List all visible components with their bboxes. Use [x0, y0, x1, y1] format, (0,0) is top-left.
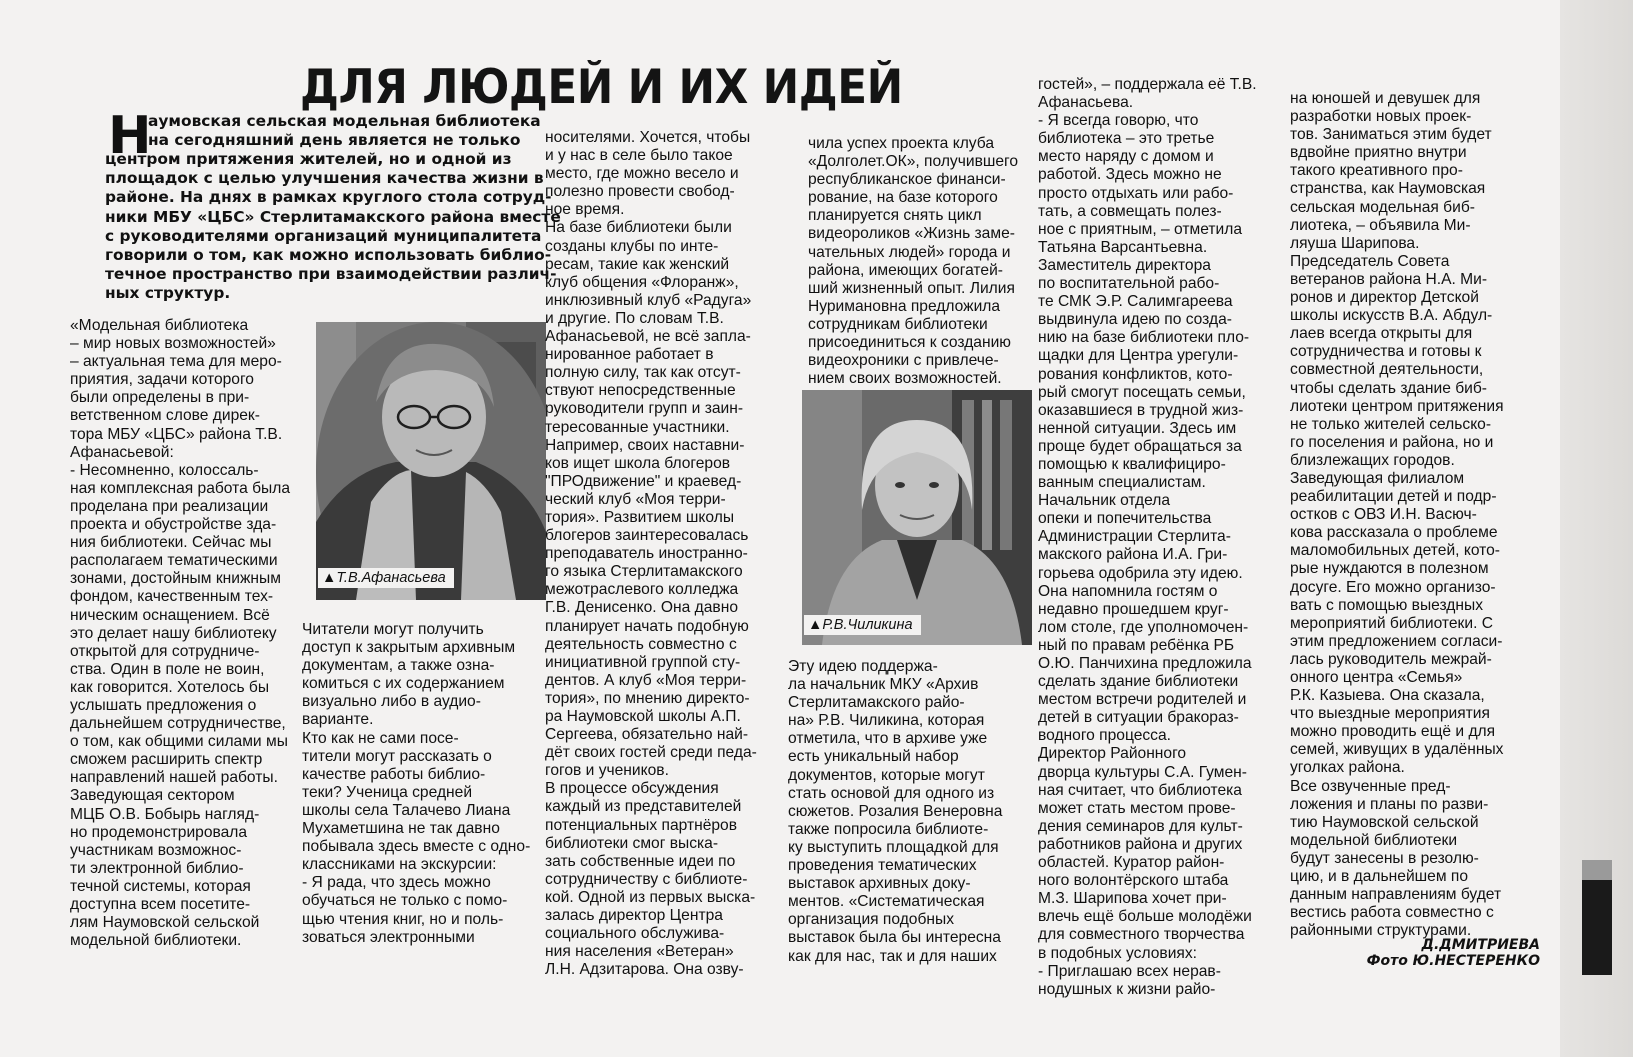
text-line: рование, на базе которого: [808, 189, 998, 207]
text-line: тория». Развитием школы: [545, 508, 735, 526]
text-line: мероприятий библиотеки. С: [1290, 614, 1494, 632]
text-line: В процессе обсуждения: [545, 780, 719, 798]
text-line: Все озвученные пред-: [1290, 777, 1451, 795]
text-line: но продемонстрировала: [70, 823, 248, 841]
text-line: ного волонтёрского штаба: [1038, 872, 1229, 890]
lead-line: ных структур.: [105, 284, 231, 303]
lead-line: с руководителями организаций муниципалитета: [105, 226, 542, 245]
text-line: тию Наумовской сельской: [1290, 813, 1479, 831]
text-line: го языка Стерлитамакского: [545, 563, 743, 581]
text-line: маломобильных детей, кото-: [1290, 542, 1500, 560]
text-line: ментов. «Систематическая: [788, 893, 985, 911]
text-line: располагаем тематическими: [70, 552, 278, 570]
text-line: ти электронной библио-: [70, 859, 244, 877]
text-line: ный по правам ребёнка РБ: [1038, 636, 1235, 654]
text-line: видеохроники с привлече-: [808, 352, 999, 370]
article-signature: [1300, 937, 1540, 969]
text-line: что выездные мероприятия: [1290, 705, 1490, 723]
text-line: недавно прошедшем круг-: [1038, 600, 1229, 618]
text-line: место наряду с домом и: [1038, 148, 1214, 166]
text-line: ная считает, что библиотека: [1038, 781, 1242, 799]
text-line: республиканское финанси-: [808, 171, 1006, 189]
text-line: лям Наумовской сельской: [70, 914, 260, 932]
text-line: зать собственные идеи по: [545, 852, 736, 870]
text-line: школы села Талачево Лиана: [302, 801, 511, 819]
text-line: и другие. По словам Т.В.: [545, 309, 724, 327]
text-line: социального обслужива-: [545, 925, 725, 943]
text-line: нию на базе библиотеки пло-: [1038, 329, 1250, 347]
text-line: гогов и учеников.: [545, 762, 669, 780]
text-line: лиотека, – объявила Ми-: [1290, 216, 1471, 234]
caption-photo-chilikina: ▲Р.В.Чиликина: [804, 615, 921, 635]
text-line: по воспитательной рабо-: [1038, 275, 1220, 293]
text-line: сотрудничества и готовы к: [1290, 343, 1482, 361]
print-registration-mark: [1582, 860, 1612, 880]
text-line: На базе библиотеки были: [545, 219, 732, 237]
text-line: модельной библиотеки: [1290, 831, 1458, 849]
lead-paragraph: [148, 112, 541, 150]
text-line: совместной деятельности,: [1290, 361, 1484, 379]
text-line: Она напомнила гостям о: [1038, 582, 1218, 600]
text-line: Мухаметшина не так давно: [302, 820, 500, 838]
text-line: вестись работа совместно с: [1290, 904, 1494, 922]
text-line: семей, живущих в удалённых: [1290, 741, 1504, 759]
text-line: руководители групп и заин-: [545, 400, 744, 418]
text-line: Кто как не сами посе-: [302, 729, 459, 747]
text-line: тать, а совмещать полез-: [1038, 202, 1222, 220]
text-line: тов. Заниматься этим будет: [1290, 126, 1492, 144]
text-line: близлежащих городов.: [1290, 451, 1455, 469]
lead-line: центром притяжения жителей, но и одной из: [105, 150, 512, 168]
text-line: сюжетов. Розалия Венеровна: [788, 802, 1003, 820]
text-line: лом столе, где уполномочен-: [1038, 618, 1249, 636]
text-line: рые нуждаются в полезном: [1290, 560, 1489, 578]
author-name: Д.ДМИТРИЕВА: [1421, 937, 1540, 953]
text-line: оказавшиеся в трудной жиз-: [1038, 401, 1244, 419]
text-line: дентов. А клуб «Моя терри-: [545, 671, 747, 689]
text-line: межотраслевого колледжа: [545, 581, 739, 599]
text-line: отметила, что в архиве уже: [788, 730, 988, 748]
text-line: Сергеева, обязательно най-: [545, 726, 749, 744]
text-line: ляуша Шарипова.: [1290, 234, 1420, 252]
text-line: остков с ОВЗ И.Н. Васюч-: [1290, 506, 1477, 524]
text-line: деятельность совместно с: [545, 635, 737, 653]
text-line: нием своих возможностей.: [808, 370, 1002, 388]
text-line: Например, своих наставни-: [545, 436, 745, 454]
text-line: есть уникальный набор: [788, 748, 959, 766]
text-line: чтобы сделать здание биб-: [1290, 379, 1487, 397]
lead-paragraph-body: [105, 150, 561, 304]
text-line: местом встречи родителей и: [1038, 691, 1247, 709]
text-line: работников района и других: [1038, 835, 1243, 853]
text-line: Эту идею поддержа-: [788, 658, 938, 675]
text-line: ложения и планы по разви-: [1290, 795, 1489, 813]
text-line: выставок архивных доку-: [788, 875, 971, 893]
text-line: зонами, достойным книжным: [70, 570, 281, 588]
text-line: ра Наумовской школы А.П.: [545, 708, 741, 725]
text-line: горьева одобрила эту идею.: [1038, 564, 1243, 582]
text-line: МЦБ О.В. Бобырь нагляд-: [70, 805, 260, 823]
text-line: просто отдыхать или рабо-: [1038, 184, 1234, 202]
text-line: Нуримановна предложила: [808, 297, 1001, 315]
column-1: [70, 317, 300, 950]
text-line: ку выступить площадкой для: [788, 838, 999, 856]
column-2: [302, 621, 531, 947]
text-line: может стать местом прове-: [1038, 799, 1236, 817]
text-line: ветственном слове дирек-: [70, 407, 260, 425]
text-line: это делает нашу библиотеку: [70, 624, 277, 642]
text-line: - Приглашаю всех нерав-: [1038, 962, 1221, 980]
text-line: реабилитации детей и подр-: [1290, 488, 1497, 506]
text-line: вать с помощью выездных: [1290, 596, 1484, 614]
text-line: районными структурами.: [1290, 922, 1472, 940]
text-line: лиотеки центром притяжения: [1290, 397, 1504, 415]
text-line: на» Р.В. Чиликина, которая: [788, 712, 985, 730]
text-line: помощью к квалифициро-: [1038, 455, 1226, 473]
text-line: Г.В. Денисенко. Она давно: [545, 599, 738, 617]
text-line: комиться с их содержанием: [302, 675, 505, 693]
portrait-woman-glasses: [316, 322, 546, 600]
text-line: Директор Районного: [1038, 745, 1187, 763]
text-line: щью чтения книг, но и поль-: [302, 910, 504, 928]
text-line: выставок была бы интересна: [788, 929, 1001, 947]
text-line: также попросила библиоте-: [788, 820, 989, 838]
text-line: уголках района.: [1290, 759, 1405, 777]
text-line: района, имеющих богатей-: [808, 261, 1003, 279]
text-line: инициативной группой сту-: [545, 653, 741, 671]
text-line: дения семинаров для культ-: [1038, 817, 1243, 835]
column-5: [1038, 76, 1278, 999]
text-line: Р.К. Казыева. Она сказала,: [1290, 687, 1485, 705]
text-line: детей в ситуации бракораз-: [1038, 709, 1239, 727]
text-line: направлений нашей работы.: [70, 769, 278, 787]
text-line: видеороликов «Жизнь заме-: [808, 225, 1015, 243]
text-line: М.З. Шарипова хочет при-: [1038, 890, 1227, 908]
lead-line: районе. На днях в рамках круглого стола сотруд-: [105, 188, 552, 207]
text-line: библиотека – это третье: [1038, 130, 1215, 148]
text-line: ронов и директор Детской: [1290, 289, 1479, 307]
text-line: каждый из представителей: [545, 798, 742, 816]
text-line: «Модельная библиотека: [70, 317, 249, 334]
text-line: качестве работы библио-: [302, 765, 486, 783]
text-line: вдвойне приятно внутри: [1290, 144, 1467, 162]
text-line: лаев всегда открыты для: [1290, 325, 1473, 343]
text-line: Заведующая филиалом: [1290, 469, 1465, 487]
column-4-top: [808, 135, 1043, 388]
text-line: созданы клубы по инте-: [545, 237, 719, 255]
text-line: тители могут рассказать о: [302, 747, 492, 765]
text-line: - Несомненно, колоссаль-: [70, 461, 259, 479]
text-line: организация подобных: [788, 911, 955, 929]
text-line: открытой для сотрудниче-: [70, 642, 260, 660]
text-line: – актуальная тема для меро-: [70, 353, 282, 371]
text-line: стать основой для одного из: [788, 784, 995, 802]
text-line: блогеров заинтересовалась: [545, 527, 749, 545]
text-line: гостей», – поддержала её Т.В.: [1038, 76, 1257, 93]
text-line: сделать здание библиотеки: [1038, 673, 1239, 691]
text-line: дальнейшем сотрудничестве,: [70, 715, 286, 733]
text-line: тересованные участники.: [545, 418, 730, 436]
text-line: о том, как общими силами мы: [70, 733, 288, 751]
text-line: ветеранов района Н.А. Ми-: [1290, 270, 1488, 288]
text-line: ное с приятным, – отметила: [1038, 220, 1243, 238]
column-4-bottom: [788, 658, 1043, 966]
text-line: ния населения «Ветеран»: [545, 943, 734, 961]
text-line: носителями. Хочется, чтобы: [545, 129, 751, 146]
text-line: зоваться электронными: [302, 928, 475, 946]
text-line: онного центра «Семья»: [1290, 669, 1463, 686]
text-line: чательных людей» города и: [808, 243, 1011, 261]
photo-credit: Фото Ю.НЕСТЕРЕНКО: [1366, 953, 1540, 969]
text-line: преподаватель иностранно-: [545, 545, 748, 563]
lead-line: аумовская сельская модельная библиотека: [148, 112, 541, 130]
text-line: были определены в при-: [70, 389, 250, 407]
text-line: разработки новых проек-: [1290, 108, 1472, 126]
text-line: Председатель Совета: [1290, 252, 1450, 270]
text-line: потенциальных партнёров: [545, 816, 738, 834]
text-line: полную силу, так как отсут-: [545, 364, 741, 382]
text-line: сельская модельная биб-: [1290, 198, 1475, 216]
text-line: для совместного творчества: [1038, 926, 1245, 944]
text-line: дворца культуры С.А. Гумен-: [1038, 763, 1247, 781]
photo-chilikina: [802, 390, 1032, 645]
text-line: чила успех проекта клуба: [808, 135, 995, 152]
text-line: проделана при реализации: [70, 497, 269, 515]
text-line: Заместитель директора: [1038, 256, 1211, 274]
text-line: нодушных к жизни райо-: [1038, 980, 1216, 998]
text-line: Афанасьевой, не всё запла-: [545, 328, 751, 346]
text-line: ческий клуб «Моя терри-: [545, 490, 726, 508]
text-line: как говорится. Хотелось бы: [70, 678, 270, 696]
text-line: Л.Н. Адзитарова. Она озву-: [545, 961, 744, 979]
text-line: доступ к закрытым архивным: [302, 639, 516, 657]
lead-dropcap: Н: [108, 106, 152, 166]
text-line: место, где можно весело и: [545, 165, 739, 183]
text-line: инклюзивный клуб «Радуга»: [545, 291, 752, 309]
text-line: выдвинула идею по созда-: [1038, 311, 1232, 329]
text-line: залась директор Центра: [545, 907, 723, 925]
lead-line: говорили о том, как можно использовать библио-: [105, 246, 552, 265]
text-line: тория», по мнению директо-: [545, 689, 750, 707]
text-line: обучаться не только с помо-: [302, 892, 508, 910]
text-line: ненной ситуации. Здесь им: [1038, 419, 1237, 437]
text-line: школы искусств В.А. Абдул-: [1290, 307, 1493, 325]
text-line: работой. Здесь можно не: [1038, 166, 1222, 184]
text-line: «Долголет.ОК», получившего: [808, 153, 1019, 171]
caption-photo-afanasyeva: ▲Т.В.Афанасьева: [318, 568, 454, 588]
text-line: приятия, задачи которого: [70, 371, 254, 389]
text-line: побывала здесь вместе с одно-: [302, 838, 531, 856]
text-line: цию, и в дальнейшем по: [1290, 868, 1469, 886]
text-line: можно проводить ещё и для: [1290, 723, 1496, 741]
text-line: Заведующая сектором: [70, 787, 235, 805]
text-line: тора МБУ «ЦБС» района Т.В.: [70, 425, 283, 443]
text-line: планируется снять цикл: [808, 207, 982, 225]
text-line: документов, которые могут: [788, 766, 985, 784]
text-line: библиотеки смог выска-: [545, 834, 719, 852]
text-line: ков ищет школа блогеров: [545, 454, 731, 472]
text-line: - Я рада, что здесь можно: [302, 874, 491, 892]
text-line: ла начальник МКУ «Архив: [788, 676, 979, 694]
text-line: странства, как Наумовская: [1290, 180, 1486, 198]
text-line: визуально либо в аудио-: [302, 693, 481, 711]
text-line: такого креативного про-: [1290, 162, 1463, 180]
text-line: Афанасьева.: [1038, 94, 1134, 112]
column-6: [1290, 90, 1535, 940]
text-line: те СМК Э.Р. Салимгареева: [1038, 293, 1233, 311]
text-line: влечь ещё больше молодёжи: [1038, 908, 1252, 926]
text-line: ническим оснащением. Всё: [70, 606, 270, 624]
text-line: Начальник отдела: [1038, 492, 1171, 510]
text-line: доступна всем посетите-: [70, 896, 251, 913]
text-line: кой. Одной из первых выска-: [545, 888, 756, 906]
text-line: классниками на экскурсии:: [302, 856, 497, 874]
text-line: дёт своих гостей среди педа-: [545, 744, 757, 762]
text-line: ствуют непосредственные: [545, 382, 736, 400]
text-line: Афанасьевой:: [70, 443, 174, 461]
lead-line: ники МБУ «ЦБС» Стерлитамакского района вместе: [105, 207, 561, 226]
text-line: данным направлениям будет: [1290, 886, 1502, 904]
text-line: опеки и попечительства: [1038, 510, 1212, 528]
text-line: водного процесса.: [1038, 727, 1171, 745]
text-line: этим предложением согласи-: [1290, 632, 1503, 650]
text-line: ванным специалистам.: [1038, 474, 1206, 492]
lead-line: на сегодняшний день является не только: [148, 131, 521, 150]
text-line: услышать предложения о: [70, 696, 257, 714]
text-line: областей. Куратор район-: [1038, 854, 1225, 872]
text-line: как для нас, так и для наших: [788, 947, 997, 965]
text-line: Стерлитамакского райо-: [788, 694, 965, 712]
text-line: сотрудничеству с библиоте-: [545, 870, 748, 888]
text-line: проекта и обустройстве зда-: [70, 516, 277, 534]
text-line: в подобных условиях:: [1038, 944, 1197, 962]
text-line: фондом, качественным тех-: [70, 588, 274, 606]
text-line: ная комплексная работа была: [70, 479, 291, 497]
text-line: проще будет обращаться за: [1038, 437, 1242, 455]
text-line: ресам, такие как женский: [545, 255, 730, 273]
text-line: макского района И.А. Гри-: [1038, 546, 1228, 564]
portrait-woman-blonde: [802, 390, 1032, 645]
text-line: досуге. Его можно организо-: [1290, 578, 1496, 596]
text-line: документам, а также озна-: [302, 657, 495, 675]
text-line: ший жизненный опыт. Лилия: [808, 279, 1015, 297]
text-line: сможем расширить спектр: [70, 751, 263, 769]
text-line: варианте.: [302, 711, 374, 729]
text-line: ния библиотеки. Сейчас мы: [70, 534, 272, 552]
print-registration-bar: [1582, 880, 1612, 975]
text-line: Читатели могут получить: [302, 621, 484, 638]
text-line: щадки для Центра урегули-: [1038, 347, 1239, 365]
text-line: течной системы, которая: [70, 877, 251, 895]
text-line: нированное работает в: [545, 346, 714, 364]
text-line: ное время.: [545, 201, 625, 219]
text-line: Администрации Стерлита-: [1038, 528, 1231, 546]
text-line: "ПРОдвижение" и краевед-: [545, 472, 742, 490]
text-line: кова рассказала о проблеме: [1290, 524, 1498, 542]
text-line: и у нас в селе было такое: [545, 147, 733, 165]
text-line: О.Ю. Панчихина предложила: [1038, 655, 1252, 672]
lead-line: площадок с целью улучшения качества жизни в: [105, 169, 544, 188]
text-line: полезно провести свобод-: [545, 183, 735, 201]
text-line: го поселения и района, но и: [1290, 433, 1494, 451]
text-line: модельной библиотеки.: [70, 932, 242, 950]
photo-afanasyeva: [316, 322, 546, 600]
text-line: на юношей и девушек для: [1290, 90, 1481, 107]
text-line: участникам возможнос-: [70, 841, 242, 859]
text-line: лась руководитель межрай-: [1290, 650, 1492, 668]
text-line: Татьяна Варсантьевна.: [1038, 238, 1208, 256]
text-line: клуб общения «Флоранж»,: [545, 273, 739, 291]
text-line: ства. Один в поле не воин,: [70, 660, 265, 678]
article-headline: ДЛЯ ЛЮДЕЙ И ИХ ИДЕЙ: [300, 60, 903, 115]
text-line: присоединиться к созданию: [808, 334, 1011, 352]
text-line: - Я всегда говорю, что: [1038, 112, 1199, 130]
text-line: будут занесены в резолю-: [1290, 849, 1479, 867]
text-line: не только жителей сельско-: [1290, 415, 1492, 433]
lead-line: течное пространство при взаимодействии различ-: [105, 265, 557, 284]
text-line: теки? Ученица средней: [302, 783, 473, 801]
text-line: – мир новых возможностей»: [70, 335, 276, 353]
text-line: планирует начать подобную: [545, 617, 749, 635]
text-line: рования конфликтов, кото-: [1038, 365, 1233, 383]
text-line: сотрудникам библиотеки: [808, 315, 988, 333]
text-line: проведения тематических: [788, 857, 977, 875]
text-line: рый смогут посещать семьи,: [1038, 383, 1246, 401]
column-3: [545, 129, 790, 979]
